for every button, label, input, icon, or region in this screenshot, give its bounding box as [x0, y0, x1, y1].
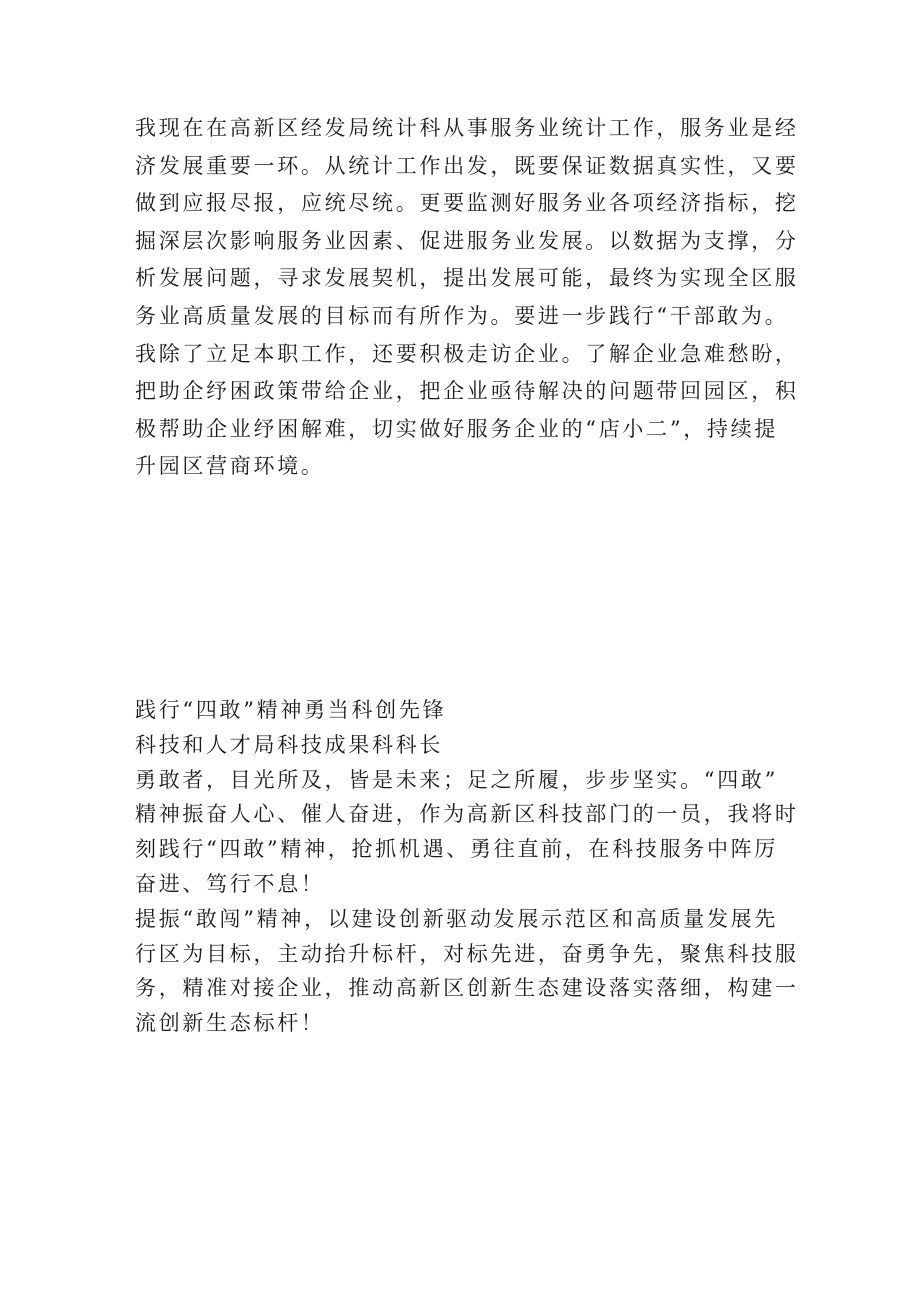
paragraph-line: 精神振奋人心、催人奋进，作为高新区科技部门的一员，我将时 [135, 802, 799, 827]
paragraph-line: 济发展重要一环。从统计工作出发，既要保证数据真实性，又要 [135, 153, 799, 178]
paragraph-statistics-work [135, 110, 799, 486]
paragraph-line: 提振“敢闯”精神，以建设创新驱动发展示范区和高质量发展先 [135, 906, 779, 931]
paragraph-line: 流创新生态标杆！ [135, 1011, 325, 1036]
paragraph-line: 做到应报尽报，应统尽统。更要监测好服务业各项经济指标，挖 [135, 191, 799, 216]
paragraph-line: 极帮助企业纾困解难，切实做好服务企业的“店小二”，持续提 [135, 416, 779, 441]
paragraph-line: 务，精准对接企业，推动高新区创新生态建设落实落细，构建一 [135, 976, 799, 1001]
section-title: 践行“四敢”精神勇当科创先锋 [135, 698, 447, 722]
paragraph-line: 行区为目标，主动抬升标杆，对标先进，奋勇争先，聚焦科技服 [135, 941, 799, 966]
paragraph-line: 升园区营商环境。 [135, 454, 325, 479]
section-four-dare-spirit [135, 693, 799, 1041]
paragraph-line: 刻践行“四敢”精神，抢抓机遇、勇往直前，在科技服务中阵厉 [135, 837, 779, 862]
paragraph-line: 掘深层次影响服务业因素、促进服务业发展。以数据为支撑，分 [135, 228, 799, 253]
paragraph-line: 析发展问题，寻求发展契机，提出发展可能，最终为实现全区服 [135, 266, 799, 291]
paragraph-line: 我现在在高新区经发局统计科从事服务业统计工作，服务业是经 [135, 116, 799, 140]
paragraph-line: 务业高质量发展的目标而有所作为。要进一步践行“干部敢为。 [135, 303, 789, 328]
paragraph-line: 奋进、笃行不息！ [135, 871, 325, 896]
paragraph-line: 把助企纾困政策带给企业，把企业亟待解决的问题带回园区，积 [135, 379, 799, 404]
section-author: 科技和人才局科技成果科科长 [135, 732, 444, 757]
paragraph-line: 勇敢者，目光所及，皆是未来；足之所履，步步坚实。“四敢” [135, 767, 779, 792]
paragraph-line: 我除了立足本职工作，还要积极走访企业。了解企业急难愁盼， [135, 341, 799, 366]
